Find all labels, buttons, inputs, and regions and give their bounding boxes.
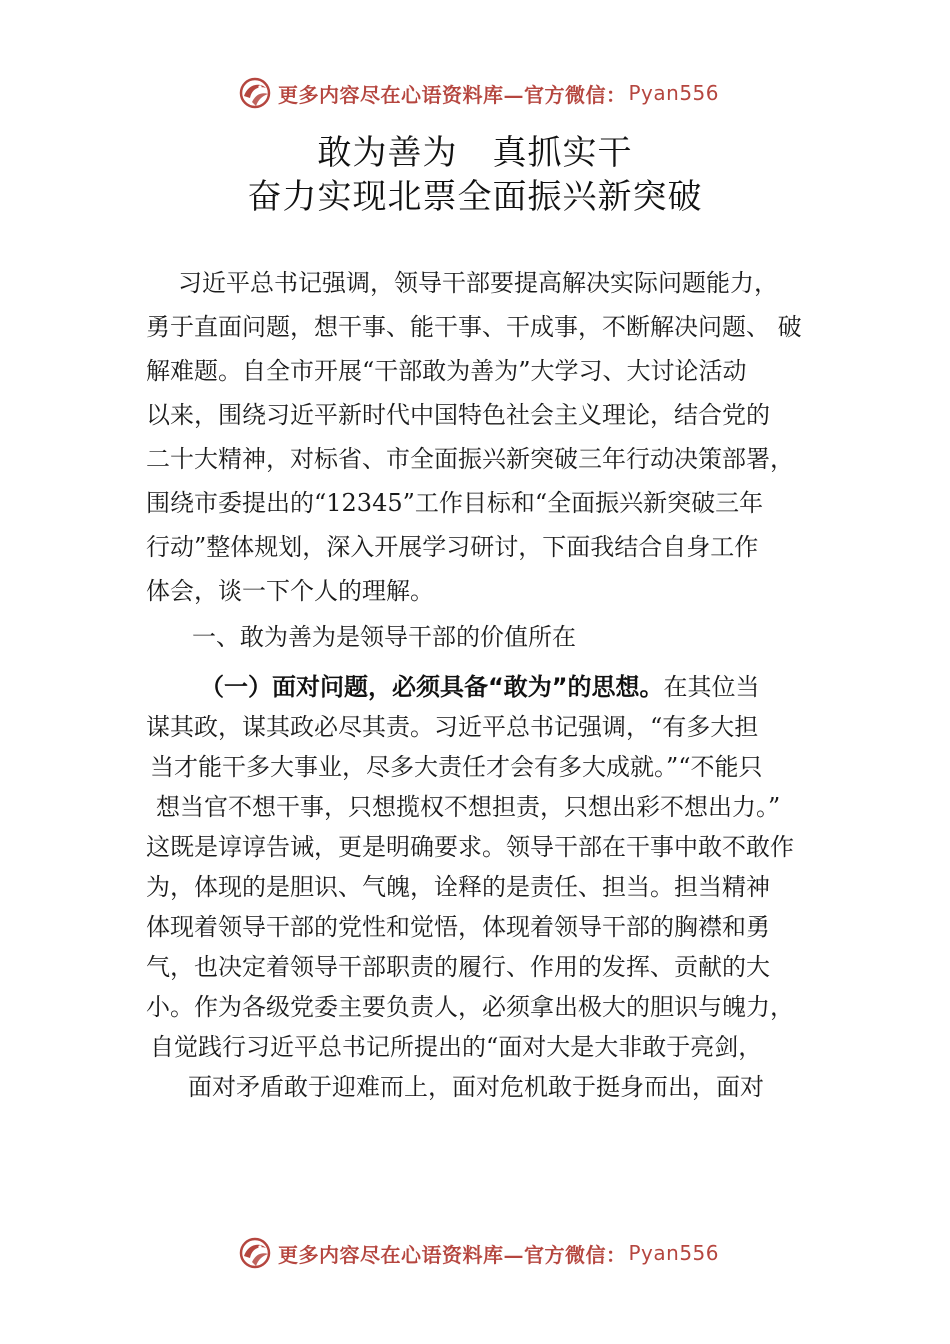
- paragraph-line: 为，体现的是胆识、气魄，诠释的是责任、担当。担当精神: [146, 873, 770, 901]
- subsection-heading: （一）面对问题，必须具备“敢为”的思想。: [200, 673, 664, 701]
- paragraph-line: 围绕市委提出的“12345”工作目标和“全面振兴新突破三年: [146, 489, 764, 517]
- watermark-bottom: [238, 1236, 719, 1270]
- paragraph-line: 当才能干多大事业，尽多大责任才会有多大成就。”“不能只: [150, 753, 763, 781]
- document-title-line1: 敢为善为 真抓实干: [317, 133, 633, 173]
- watermark-text: 更多内容尽在心语资料库—官方微信：: [278, 82, 627, 107]
- dragon-seal-icon: [238, 1236, 272, 1270]
- paragraph-line: 自觉践行习近平总书记所提出的“面对大是大非敢于亮剑，: [150, 1033, 763, 1061]
- watermark-text: 更多内容尽在心语资料库—官方微信：: [278, 1242, 627, 1267]
- paragraph-line: 体会，谈一下个人的理解。: [146, 577, 434, 605]
- watermark-top: [238, 76, 719, 110]
- paragraph-line: 谋其政，谋其政必尽其责。习近平总书记强调，“有多大担: [146, 713, 759, 741]
- paragraph-line: 勇于直面问题，想干事、能干事、干成事，不断解决问题、 破: [146, 313, 802, 341]
- document-title-line2: 奋力实现北票全面振兴新突破: [247, 177, 703, 217]
- paragraph-line: 气，也决定着领导干部职责的履行、作用的发挥、贡献的大: [146, 953, 770, 981]
- subsection-first-line: [200, 672, 760, 702]
- paragraph-line: 想当官不想干事，只想揽权不想担责，只想出彩不想出力。”: [156, 793, 781, 821]
- dragon-seal-icon: [238, 76, 272, 110]
- paragraph-line: 习近平总书记强调，领导干部要提高解决实际问题能力，: [178, 269, 778, 297]
- watermark-wechat-id: Pyan556: [628, 1241, 720, 1265]
- paragraph-line: 解难题。自全市开展“干部敢为善为”大学习、大讨论活动: [146, 357, 747, 385]
- subsection-first-rest: 在其位当: [663, 673, 760, 701]
- paragraph-line: 面对矛盾敢于迎难而上，面对危机敢于挺身而出，面对: [188, 1073, 764, 1101]
- paragraph-line: 二十大精神，对标省、市全面振兴新突破三年行动决策部署，: [146, 445, 794, 473]
- section-heading: 一、敢为善为是领导干部的价值所在: [192, 623, 576, 651]
- paragraph-line: 行动”整体规划，深入开展学习研讨，下面我结合自身工作: [146, 533, 759, 561]
- watermark-wechat-id: Pyan556: [628, 81, 720, 105]
- paragraph-line: 体现着领导干部的党性和觉悟，体现着领导干部的胸襟和勇: [146, 913, 770, 941]
- paragraph-line: 小。作为各级党委主要负责人，必须拿出极大的胆识与魄力，: [146, 993, 794, 1021]
- paragraph-line: 这既是谆谆告诫，更是明确要求。领导干部在干事中敢不敢作: [146, 833, 794, 861]
- paragraph-line: 以来，围绕习近平新时代中国特色社会主义理论，结合党的: [146, 401, 770, 429]
